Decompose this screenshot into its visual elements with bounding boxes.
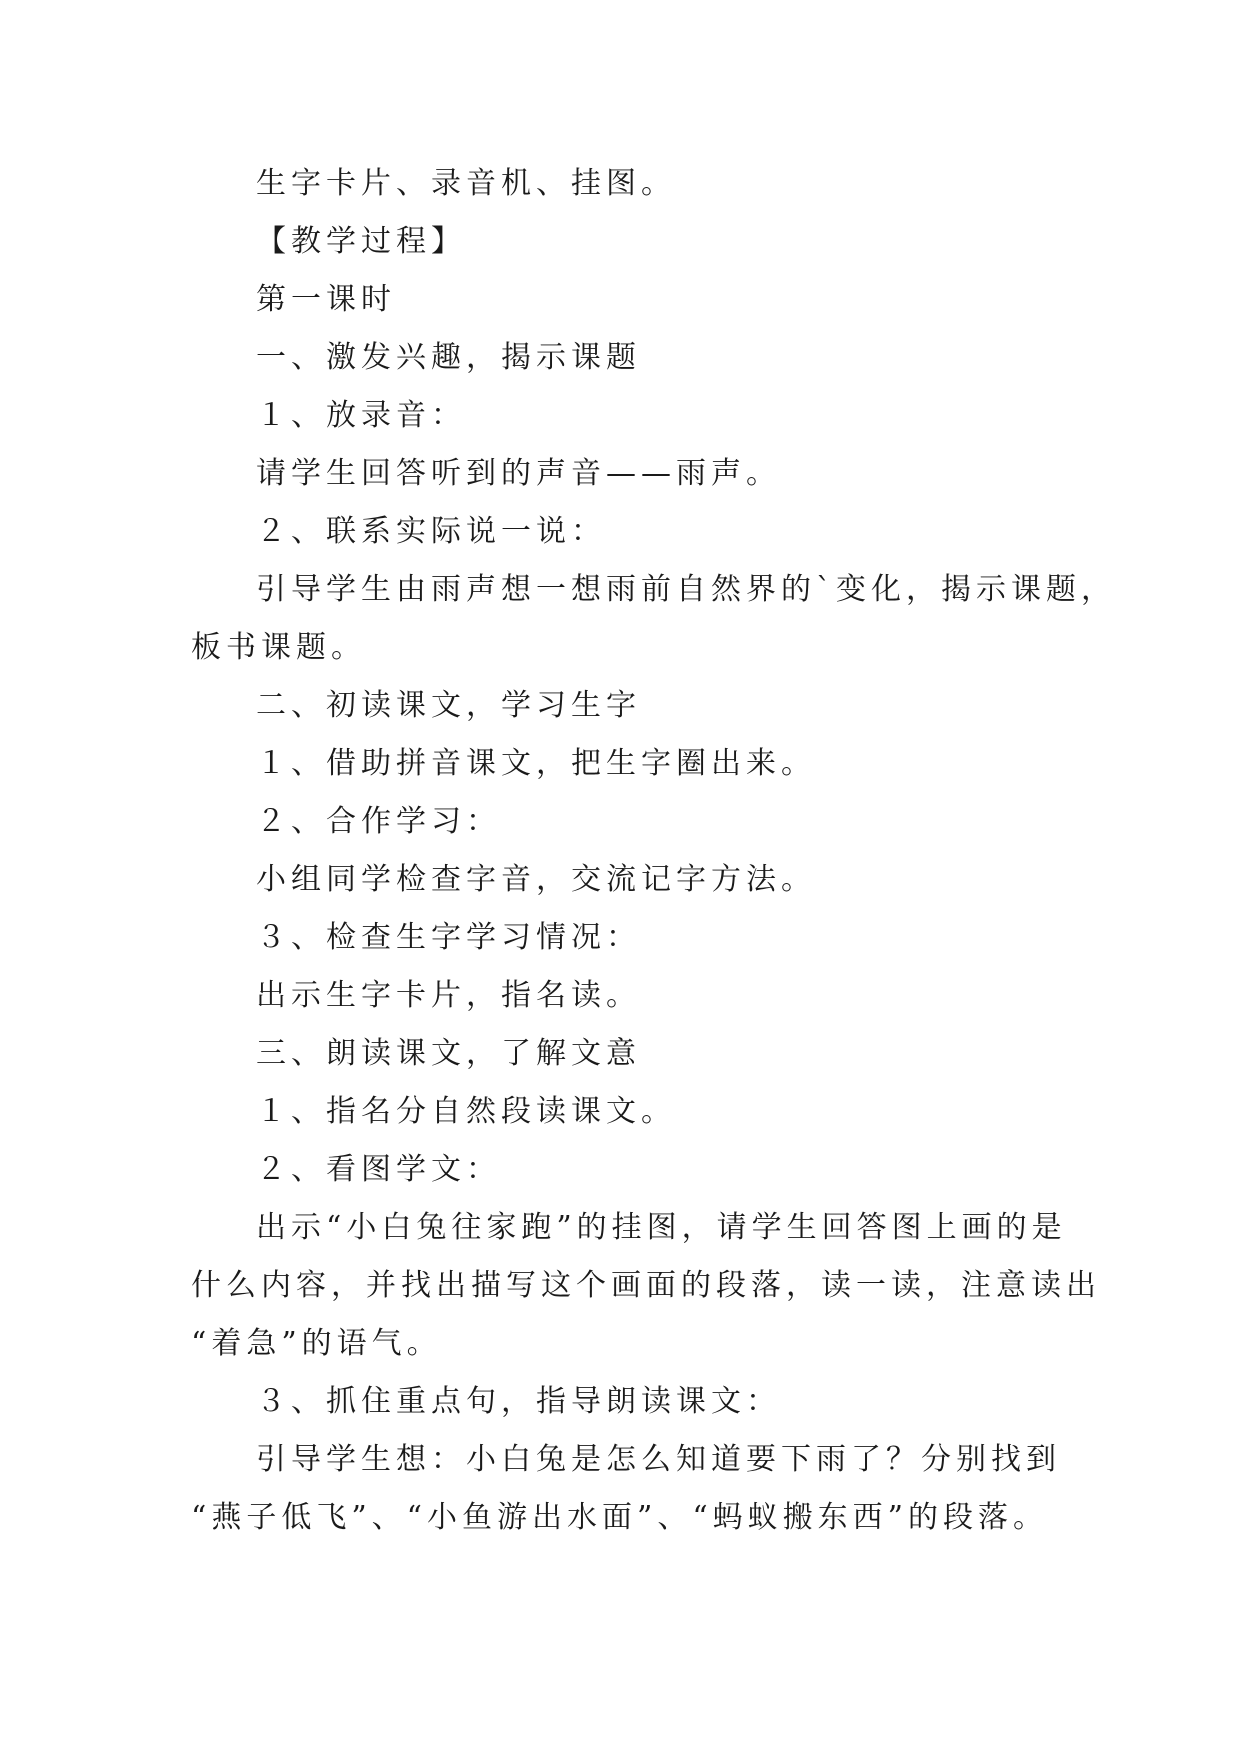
step-item: ２、看图学文： [256, 1152, 501, 1187]
step-item: ３、抓住重点句，指导朗读课文： [256, 1384, 781, 1419]
section-heading-process: 【教学过程】 [256, 224, 466, 259]
step-detail-continued: 什么内容，并找出描写这个画面的段落，读一读，注意读出 [191, 1268, 1101, 1303]
step-detail-continued: “燕子低飞”、“小鱼游出水面”、“蚂蚁搬东西”的段落。 [191, 1500, 1049, 1535]
step-detail: 出示“小白兔往家跑”的挂图，请学生回答图上画的是 [256, 1210, 1067, 1245]
step-item: ３、检查生字学习情况： [256, 920, 641, 955]
step-item: ２、联系实际说一说： [256, 514, 606, 549]
step-detail: 引导学生由雨声想一想雨前自然界的`变化，揭示课题， [256, 572, 1116, 607]
step-item: １、放录音： [256, 398, 466, 433]
step-detail: 小组同学检查字音，交流记字方法。 [256, 862, 816, 897]
step-heading-1: 一、激发兴趣，揭示课题 [256, 340, 641, 375]
materials-line: 生字卡片、录音机、挂图。 [256, 166, 676, 201]
step-detail: 请学生回答听到的声音——雨声。 [256, 456, 781, 491]
step-detail: 引导学生想：小白兔是怎么知道要下雨了？分别找到 [256, 1442, 1061, 1477]
step-item: １、借助拼音课文，把生字圈出来。 [256, 746, 816, 781]
step-heading-2: 二、初读课文，学习生字 [256, 688, 641, 723]
step-heading-3: 三、朗读课文，了解文意 [256, 1036, 641, 1071]
lesson-heading: 第一课时 [256, 282, 396, 317]
step-detail-continued: “着急”的语气。 [191, 1326, 442, 1361]
step-detail: 出示生字卡片，指名读。 [256, 978, 641, 1013]
step-detail-continued: 板书课题。 [191, 630, 366, 665]
step-item: １、指名分自然段读课文。 [256, 1094, 676, 1129]
step-item: ２、合作学习： [256, 804, 501, 839]
